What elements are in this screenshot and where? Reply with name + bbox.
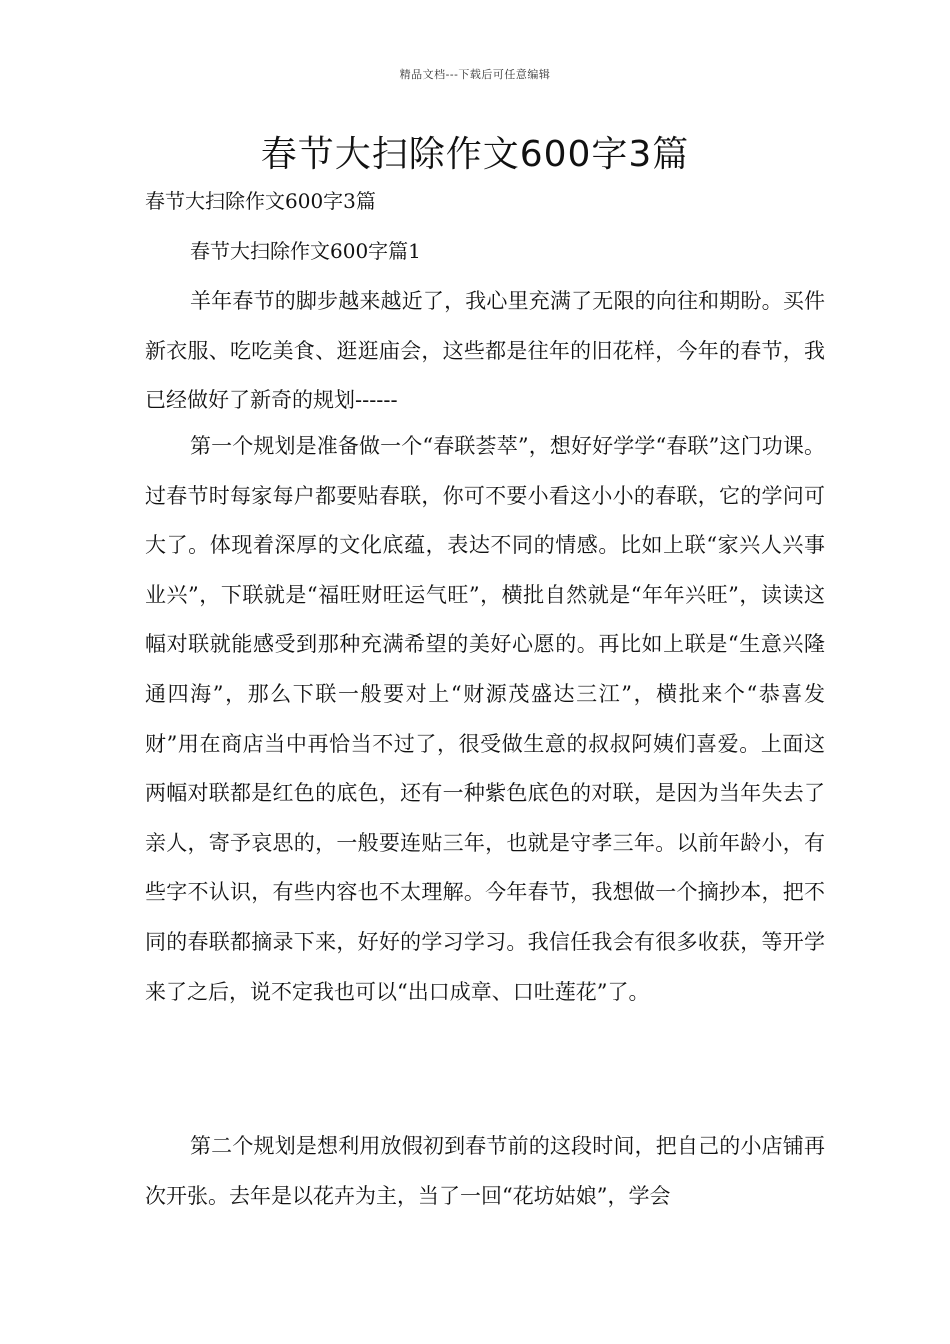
paragraph-2: 第一个规划是准备做一个“春联荟萃”，想好好学学“春联”这门功课。过春节时每家每户都要贴春联，你可不要小看这小小的春联，它的学问可大了。体现着深厚的文化底蕴，表达不同的情感。比如上联“家兴人兴事业兴”，下联就是“福旺财旺运气旺”，横批自然就是“年年兴旺”，读读这幅对联就能感受到那种充满希望的美好心愿的。再比如上联是“生意兴隆通四海”，那么下联一般要对上“财源茂盛达三江”，横批来个“恭喜发财”用在商店当中再恰当不过了，很受做生意的叔叔阿姨们喜爱。上面这两幅对联都是红色的底色，还有一种紫色底色的对联，是因为当年失去了亲人，寄予哀思的，一般要连贴三年，也就是守孝三年。以前年龄小，有些字不认识，有些内容也不太理解。今年春节，我想做一个摘抄本，把不同的春联都摘录下来，好好的学习学习。我信任我会有很多收获，等开学来了之后，说不定我也可以“出口成章、口吐莲花”了。	[145, 434, 825, 1004]
section-heading: 春节大扫除作文600字篇1	[190, 239, 421, 263]
paragraph-1: 羊年春节的脚步越来越近了，我心里充满了无限的向往和期盼。买件新衣服、吃吃美食、逛逛庙会，这些都是往年的旧花样，今年的春节，我已经做好了新奇的规划------	[145, 289, 825, 413]
document-subtitle: 春节大扫除作文600字3篇	[145, 189, 376, 213]
header-note: 精品文档---下载后可任意编辑	[399, 68, 551, 81]
document-title: 春节大扫除作文600字3篇	[260, 134, 690, 175]
paragraph-3: 第二个规划是想利用放假初到春节前的这段时间，把自己的小店铺再次开张。去年是以花卉为主，当了一回“花坊姑娘”，学会	[145, 1134, 825, 1208]
